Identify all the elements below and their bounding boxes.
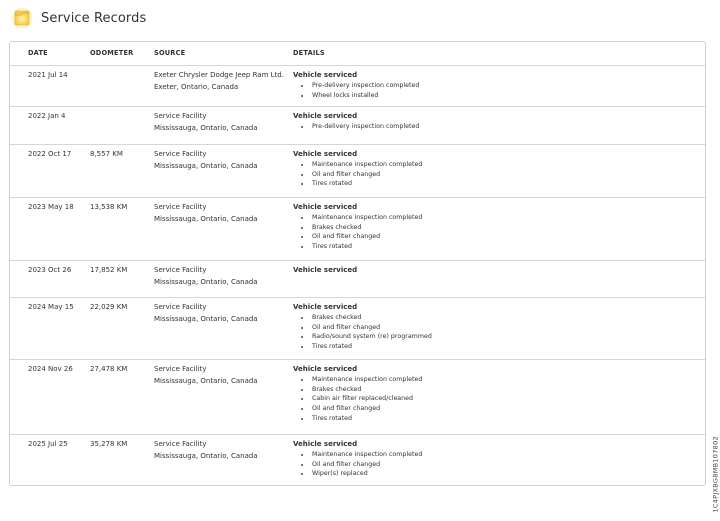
record-odometer: 27,478 KM — [90, 365, 128, 373]
record-odometer: 13,538 KM — [90, 203, 128, 211]
record-details — [293, 201, 422, 252]
list-item: Oil and filter changed — [301, 404, 422, 414]
details-list — [293, 375, 422, 424]
record-odometer: 17,852 KM — [90, 266, 128, 274]
list-item: Maintenance inspection completed — [301, 375, 422, 385]
list-item: Oil and filter changed — [301, 460, 422, 470]
column-header-details: DETAILS — [293, 49, 325, 57]
list-item: Cabin air filter replaced/cleaned — [301, 394, 422, 404]
source-location: Mississauga, Ontario, Canada — [154, 124, 258, 132]
record-date: 2022 Jan 4 — [28, 112, 66, 120]
column-header-odometer: ODOMETER — [90, 49, 134, 57]
list-item: Oil and filter changed — [301, 323, 432, 333]
source-name: Service Facility — [154, 203, 207, 211]
record-source — [154, 148, 258, 172]
details-heading: Vehicle serviced — [293, 150, 358, 158]
record-details — [293, 301, 432, 352]
source-name: Service Facility — [154, 150, 207, 158]
folder-icon — [10, 7, 34, 29]
record-source — [154, 69, 284, 93]
service-records-table — [9, 41, 706, 486]
list-item: Pre-delivery inspection completed — [301, 122, 419, 132]
table-row — [10, 106, 705, 144]
details-list — [293, 160, 422, 189]
details-list — [293, 122, 419, 132]
table-row — [10, 297, 705, 359]
record-details — [293, 264, 357, 276]
list-item: Brakes checked — [301, 313, 432, 323]
record-source — [154, 201, 258, 225]
list-item: Tires rotated — [301, 414, 422, 424]
table-row — [10, 197, 705, 260]
source-location: Mississauga, Ontario, Canada — [154, 215, 258, 223]
source-location: Exeter, Ontario, Canada — [154, 83, 239, 91]
details-list — [293, 81, 419, 100]
details-heading: Vehicle serviced — [293, 266, 358, 274]
page-title: Service Records — [41, 10, 147, 26]
list-item: Radio/sound system (re) programmed — [301, 332, 432, 342]
record-source — [154, 438, 258, 462]
list-item: Tires rotated — [301, 342, 432, 352]
source-location: Mississauga, Ontario, Canada — [154, 377, 258, 385]
column-header-source: SOURCE — [154, 49, 186, 57]
source-location: Mississauga, Ontario, Canada — [154, 278, 258, 286]
record-source — [154, 264, 258, 288]
record-odometer: 35,278 KM — [90, 440, 128, 448]
record-details — [293, 438, 422, 479]
source-name: Service Facility — [154, 303, 207, 311]
list-item: Wheel locks installed — [301, 91, 419, 101]
source-name: Exeter Chrysler Dodge Jeep Ram Ltd. — [154, 71, 284, 79]
source-location: Mississauga, Ontario, Canada — [154, 162, 258, 170]
details-heading: Vehicle serviced — [293, 71, 358, 79]
source-name: Service Facility — [154, 266, 207, 274]
details-list — [293, 213, 422, 252]
source-name: Service Facility — [154, 365, 207, 373]
details-list — [293, 313, 432, 352]
list-item: Tires rotated — [301, 242, 422, 252]
table-row — [10, 434, 705, 485]
vin-number: 1C4PJXBG8MB107802 — [712, 436, 720, 513]
list-item: Oil and filter changed — [301, 170, 422, 180]
details-heading: Vehicle serviced — [293, 203, 358, 211]
record-date: 2023 Oct 26 — [28, 266, 72, 274]
list-item: Brakes checked — [301, 385, 422, 395]
record-date: 2025 Jul 25 — [28, 440, 68, 448]
record-source — [154, 110, 258, 134]
record-date: 2021 Jul 14 — [28, 71, 68, 79]
list-item: Wiper(s) replaced — [301, 469, 422, 479]
list-item: Brakes checked — [301, 223, 422, 233]
list-item: Oil and filter changed — [301, 232, 422, 242]
source-name: Service Facility — [154, 112, 207, 120]
record-source — [154, 301, 258, 325]
record-date: 2024 Nov 26 — [28, 365, 73, 373]
table-row — [10, 144, 705, 197]
record-date: 2024 May 15 — [28, 303, 74, 311]
details-heading: Vehicle serviced — [293, 440, 358, 448]
page-header — [10, 5, 146, 31]
record-odometer: 22,029 KM — [90, 303, 128, 311]
details-heading: Vehicle serviced — [293, 112, 358, 120]
list-item: Maintenance inspection completed — [301, 160, 422, 170]
source-name: Service Facility — [154, 440, 207, 448]
list-item: Pre-delivery inspection completed — [301, 81, 419, 91]
record-odometer: 8,557 KM — [90, 150, 123, 158]
list-item: Maintenance inspection completed — [301, 450, 422, 460]
table-row — [10, 359, 705, 434]
source-location: Mississauga, Ontario, Canada — [154, 452, 258, 460]
list-item: Tires rotated — [301, 179, 422, 189]
record-date: 2022 Oct 17 — [28, 150, 72, 158]
record-details — [293, 363, 422, 424]
source-location: Mississauga, Ontario, Canada — [154, 315, 258, 323]
table-row — [10, 65, 705, 106]
record-date: 2023 May 18 — [28, 203, 74, 211]
record-details — [293, 69, 419, 100]
record-source — [154, 363, 258, 387]
column-header-date: DATE — [28, 49, 48, 57]
details-heading: Vehicle serviced — [293, 303, 358, 311]
list-item: Maintenance inspection completed — [301, 213, 422, 223]
record-details — [293, 110, 419, 132]
details-heading: Vehicle serviced — [293, 365, 358, 373]
record-details — [293, 148, 422, 189]
details-list — [293, 450, 422, 479]
table-row — [10, 260, 705, 297]
